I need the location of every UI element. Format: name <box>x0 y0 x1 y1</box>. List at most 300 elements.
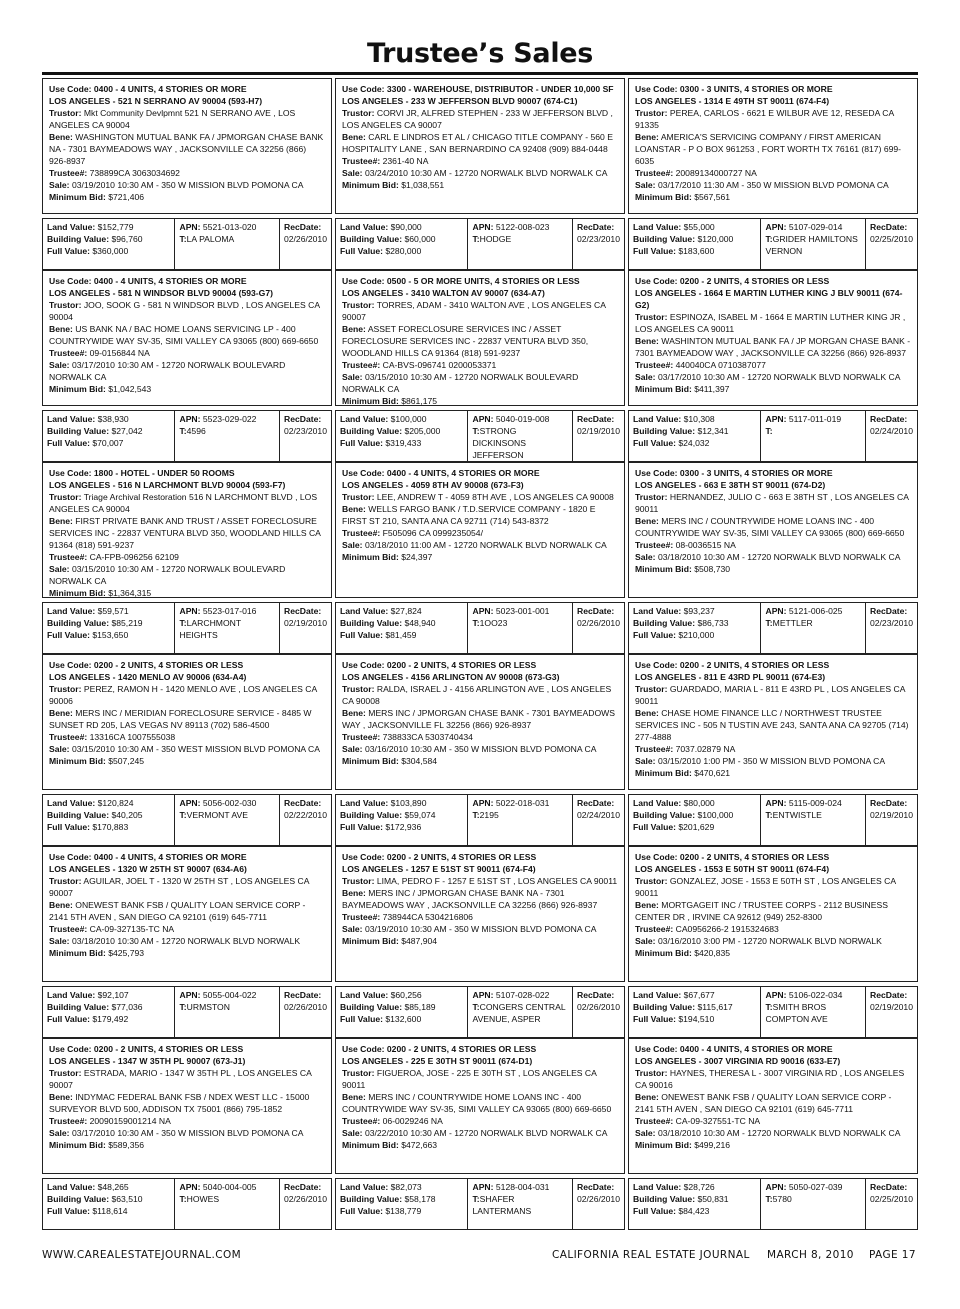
building-value-label: Building Value: <box>340 810 403 820</box>
use-code: Use Code: 0400 - 4 UNITS, 4 STORIES OR MORE <box>49 276 247 286</box>
use-code: Use Code: 0500 - 5 OR MORE UNITS, 4 STORIES OR LESS <box>342 276 580 286</box>
property-address: LOS ANGELES - 1314 E 49TH ST 90011 (674-F4) <box>635 96 830 106</box>
trustor-value: GUARDADO, MARIA L - 811 E 43RD PL , LOS ANGELES CA 90011 <box>635 684 905 706</box>
valuation-box <box>335 602 625 654</box>
tract-label: T: <box>179 426 187 436</box>
tract-label: T: <box>765 1194 773 1204</box>
valuation-box <box>335 410 625 462</box>
sale-value: 03/15/2010 1:00 PM - 350 W MISSION BLVD POMONA CA <box>657 756 886 766</box>
sale-line <box>635 371 911 383</box>
apn-label: APN: <box>765 606 787 616</box>
property-address: LOS ANGELES - 3410 WALTON AV 90007 (634-A7) <box>342 288 545 298</box>
full-value: $153,650 <box>92 630 129 640</box>
building-value-label: Building Value: <box>633 426 696 436</box>
trustee-line <box>49 923 325 935</box>
bene-value: CHASE HOME FINANCE LLC / NORTHWEST TRUSTEE SERVICES INC - 505 N TUSTIN AVE 243, SANTA ANA CA 92705 (714) 277-4888 <box>635 708 909 742</box>
land-value-line <box>340 413 463 425</box>
land-value: $103,890 <box>390 798 427 808</box>
valuation-box <box>335 1178 625 1230</box>
recdate-label: RecDate: <box>576 1182 615 1192</box>
sale-label: Sale: <box>49 564 70 574</box>
bene-label: Bene: <box>635 516 659 526</box>
recdate-value: 02/25/2010 <box>869 1194 913 1204</box>
trustor-label: Trustor: <box>49 108 82 118</box>
full-value-label: Full Value: <box>340 438 383 448</box>
trustor-value: AGUILAR, JOEL T - 1320 W 25TH ST , LOS ANGELES CA 90007 <box>49 876 309 898</box>
building-value: $85,219 <box>111 618 143 628</box>
trustor-value: RALDA, ISRAEL J - 4156 ARLINGTON AVE , LOS ANGELES CA 90008 <box>342 684 612 706</box>
trustee-label: Trustee#: <box>342 156 381 166</box>
bene-line <box>635 1091 911 1115</box>
trustee-value: CA0956266-2 1915324683 <box>675 924 779 934</box>
minbid-value: $567,561 <box>694 192 731 202</box>
recdate-value: 02/23/2010 <box>576 234 620 244</box>
sale-label: Sale: <box>49 744 70 754</box>
apn-value: 5022-018-031 <box>495 798 550 808</box>
full-value-label: Full Value: <box>47 630 90 640</box>
land-value: $67,677 <box>683 990 715 1000</box>
land-value-label: Land Value: <box>633 414 682 424</box>
tract-line <box>472 617 568 629</box>
apn-label: APN: <box>472 414 494 424</box>
apn-value: 5040-004-005 <box>202 1182 257 1192</box>
trustee-value: 13316CA 1007555038 <box>89 732 176 742</box>
minbid-line <box>49 1139 325 1151</box>
minbid-label: Minimum Bid: <box>635 948 692 958</box>
land-value-line <box>633 413 756 425</box>
bene-label: Bene: <box>342 708 366 718</box>
land-value-label: Land Value: <box>47 222 96 232</box>
minbid-label: Minimum Bid: <box>342 756 399 766</box>
sale-line <box>49 935 325 947</box>
trustee-label: Trustee#: <box>49 924 88 934</box>
land-value: $152,779 <box>97 222 134 232</box>
valuation-box <box>335 794 625 846</box>
bene-value: WASHINGTON MUTUAL BANK FA / JPMORGAN CHASE BANK NA - 7301 BAYMEADOWS WAY , JACKSONVILLE CA 32256 (866) 926-8937 <box>49 132 324 166</box>
listing-card <box>628 1038 918 1174</box>
valuation-box <box>628 410 918 462</box>
minbid-value: $508,730 <box>694 564 731 574</box>
land-value-line <box>47 605 170 617</box>
listing-card <box>335 654 625 790</box>
trustor-label: Trustor: <box>49 684 82 694</box>
building-value-label: Building Value: <box>633 1194 696 1204</box>
sale-label: Sale: <box>635 552 656 562</box>
apn-label: APN: <box>179 414 201 424</box>
recdate-column <box>866 795 917 845</box>
minbid-value: $1,042,543 <box>108 384 152 394</box>
sale-label: Sale: <box>342 1128 363 1138</box>
listing-card <box>335 1038 625 1174</box>
trustor-line <box>49 299 325 323</box>
sale-line <box>635 755 911 767</box>
tract-label: T: <box>765 426 773 436</box>
trustor-value: Triage Archival Restoration 516 N LARCHMONT BLVD , LOS ANGELES CA 90004 <box>49 492 318 514</box>
recdate-label: RecDate: <box>283 990 322 1000</box>
trustor-value: ESTRADA, MARIO - 1347 W 35TH PL , LOS ANGELES CA 90007 <box>49 1068 312 1090</box>
minbid-value: $304,584 <box>401 756 438 766</box>
apn-label: APN: <box>472 222 494 232</box>
apn-value: 5122-008-023 <box>495 222 550 232</box>
tract-label: T: <box>765 1002 773 1012</box>
trustee-label: Trustee#: <box>635 1116 674 1126</box>
apn-value: 5040-019-008 <box>495 414 550 424</box>
bene-line <box>342 1091 618 1115</box>
full-value: $319,433 <box>385 438 422 448</box>
footer-site: WWW.CAREALESTATEJOURNAL.COM <box>42 1249 242 1261</box>
valuation-box <box>42 410 332 462</box>
minbid-value: $420,835 <box>694 948 731 958</box>
trustor-label: Trustor: <box>635 876 668 886</box>
full-value-label: Full Value: <box>340 246 383 256</box>
tract-value: SHAFER LANTERMANS <box>472 1194 532 1216</box>
full-value: $81,459 <box>385 630 417 640</box>
bene-line <box>49 131 325 167</box>
trustee-value: 20089134000727 NA <box>675 168 757 178</box>
sale-line <box>342 1127 618 1139</box>
minbid-label: Minimum Bid: <box>635 1140 692 1150</box>
sale-value: 03/22/2010 10:30 AM - 12720 NORWALK BLVD NORWALK CA <box>364 1128 608 1138</box>
bene-value: INDYMAC FEDERAL BANK FSB / NDEX WEST LLC - 15000 SURVEYOR BLVD 500, ADDISON TX 75001 (866) 795-1852 <box>49 1092 310 1114</box>
bene-line <box>49 707 325 731</box>
trustee-label: Trustee#: <box>342 912 381 922</box>
building-value: $120,000 <box>697 234 734 244</box>
full-value-label: Full Value: <box>47 822 90 832</box>
recdate-column <box>280 987 331 1037</box>
apn-column <box>761 795 866 845</box>
apn-value: 5128-004-031 <box>495 1182 550 1192</box>
building-value-line <box>633 809 756 821</box>
bene-line <box>635 515 911 539</box>
trustee-value: 7037.02879 NA <box>675 744 736 754</box>
trustor-value: FIGUEROA, JOSE - 225 E 30TH ST , LOS ANGELES CA 90011 <box>342 1068 597 1090</box>
building-value-label: Building Value: <box>340 234 403 244</box>
recdate-value: 02/26/2010 <box>283 1002 327 1012</box>
apn-column <box>468 795 573 845</box>
land-value-line <box>340 605 463 617</box>
sale-label: Sale: <box>49 1128 70 1138</box>
bene-label: Bene: <box>635 900 659 910</box>
trustee-value: CA-FPB-096256 62109 <box>89 552 179 562</box>
full-value: $24,032 <box>678 438 710 448</box>
bene-line <box>635 335 911 359</box>
apn-line <box>179 221 275 233</box>
value-column <box>336 795 468 845</box>
building-value: $63,510 <box>111 1194 143 1204</box>
bene-line <box>342 131 618 155</box>
recdate-label: RecDate: <box>283 606 322 616</box>
apn-line <box>472 989 568 1001</box>
bene-line <box>342 323 618 359</box>
value-column <box>629 987 761 1037</box>
tract-label: T: <box>472 426 480 436</box>
building-value: $205,000 <box>404 426 441 436</box>
recdate-label: RecDate: <box>869 1182 908 1192</box>
value-column <box>336 411 468 461</box>
sale-value: 03/16/2010 10:30 AM - 350 W MISSION BLVD POMONA CA <box>364 744 597 754</box>
tract-value: URMSTON <box>186 1002 230 1012</box>
trustee-value: 2361-40 NA <box>382 156 429 166</box>
apn-column <box>468 219 573 269</box>
apn-label: APN: <box>179 990 201 1000</box>
full-value-line <box>633 1013 756 1025</box>
trustee-value: CA-09-327551-TC NA <box>675 1116 761 1126</box>
full-value: $360,000 <box>92 246 129 256</box>
use-code: Use Code: 1800 - HOTEL - UNDER 50 ROOMS <box>49 468 235 478</box>
trustee-label: Trustee#: <box>342 528 381 538</box>
building-value: $115,617 <box>697 1002 733 1012</box>
apn-column <box>761 1179 866 1229</box>
apn-label: APN: <box>472 1182 494 1192</box>
minbid-label: Minimum Bid: <box>49 588 106 598</box>
value-column <box>629 1179 761 1229</box>
tract-value: HODGE <box>479 234 512 244</box>
minbid-label: Minimum Bid: <box>49 384 106 394</box>
tract-value: 5780 <box>772 1194 792 1204</box>
building-value-label: Building Value: <box>47 426 110 436</box>
full-value-line <box>47 821 170 833</box>
recdate-label: RecDate: <box>576 414 615 424</box>
apn-value: 5523-029-022 <box>202 414 257 424</box>
land-value-label: Land Value: <box>340 414 389 424</box>
building-value-label: Building Value: <box>340 1194 403 1204</box>
listing-card <box>628 654 918 790</box>
full-value-line <box>340 821 463 833</box>
building-value-line <box>47 617 170 629</box>
full-value-label: Full Value: <box>340 1206 383 1216</box>
recdate-value: 02/26/2010 <box>576 1002 620 1012</box>
tract-line <box>179 233 275 245</box>
value-column <box>336 603 468 653</box>
recdate-column <box>280 1179 331 1229</box>
apn-column <box>175 411 280 461</box>
value-column <box>629 219 761 269</box>
apn-column <box>761 219 866 269</box>
recdate-value: 02/26/2010 <box>283 234 327 244</box>
trustor-line <box>49 107 325 131</box>
full-value: $280,000 <box>385 246 422 256</box>
sale-line <box>635 551 911 563</box>
apn-column <box>761 603 866 653</box>
building-value-line <box>47 233 170 245</box>
property-address: LOS ANGELES - 811 E 43RD PL 90011 (674-E3) <box>635 672 826 682</box>
land-value-line <box>633 221 756 233</box>
trustee-label: Trustee#: <box>342 360 381 370</box>
bene-value: US BANK NA / BAC HOME LOANS SERVICING LP - 400 COUNTRYWIDE WAY SV-35, SIMI VALLEY CA 93065 (800) 669-6650 <box>49 324 319 346</box>
sale-line <box>49 359 325 383</box>
tract-value: 1OO23 <box>479 618 508 628</box>
recdate-value: 02/26/2010 <box>576 618 620 628</box>
trustor-value: LIMA, PEDRO F - 1257 E 51ST ST , LOS ANGELES CA 90011 <box>376 876 618 886</box>
full-value-line <box>47 1013 170 1025</box>
apn-value: 5107-028-022 <box>495 990 550 1000</box>
minbid-line <box>635 1139 911 1151</box>
building-value-line <box>340 1001 463 1013</box>
recdate-column <box>280 603 331 653</box>
full-value: $183,600 <box>678 246 715 256</box>
sale-line <box>635 935 911 947</box>
land-value-label: Land Value: <box>633 222 682 232</box>
land-value: $82,073 <box>390 1182 422 1192</box>
sale-label: Sale: <box>635 936 656 946</box>
apn-value: 5523-017-016 <box>202 606 257 616</box>
use-code: Use Code: 0400 - 4 UNITS, 4 STORIES OR MORE <box>635 1044 833 1054</box>
apn-label: APN: <box>765 222 787 232</box>
tract-value: SMITH BROS COMPTON AVE <box>765 1002 828 1024</box>
building-value: $77,036 <box>111 1002 143 1012</box>
building-value-line <box>340 1193 463 1205</box>
trustor-line <box>342 683 618 707</box>
apn-label: APN: <box>765 990 787 1000</box>
trustor-value: HAYNES, THERESA L - 3007 VIRGINIA RD , LOS ANGELES CA 90016 <box>635 1068 905 1090</box>
trustor-line <box>635 1067 911 1091</box>
sale-label: Sale: <box>49 180 70 190</box>
full-value: $172,936 <box>385 822 422 832</box>
property-address: LOS ANGELES - 1553 E 50TH ST 90011 (674-F4) <box>635 864 830 874</box>
trustee-line <box>342 527 618 539</box>
valuation-box <box>628 794 918 846</box>
apn-column <box>468 1179 573 1229</box>
trustor-value: PEREZ, RAMON H - 1420 MENLO AVE , LOS ANGELES CA 90006 <box>49 684 317 706</box>
property-address: LOS ANGELES - 1420 MENLO AV 90006 (634-A4) <box>49 672 247 682</box>
property-address: LOS ANGELES - 1347 W 35TH PL 90007 (673-J1) <box>49 1056 246 1066</box>
full-value-line <box>633 1205 756 1217</box>
valuation-box <box>628 1178 918 1230</box>
land-value: $80,000 <box>683 798 715 808</box>
sale-line <box>49 1127 325 1139</box>
building-value-label: Building Value: <box>47 618 110 628</box>
apn-line <box>765 605 861 617</box>
bene-label: Bene: <box>342 1092 366 1102</box>
land-value: $60,256 <box>390 990 422 1000</box>
tract-line <box>472 425 568 461</box>
land-value-label: Land Value: <box>340 606 389 616</box>
bene-value: ASSET FORECLOSURE SERVICES INC / ASSET FORECLOSURE SERVICES INC - 22837 VENTURA BLVD 350, WOODLAND HILLS CA 91364 (818) 591-9237 <box>342 324 589 358</box>
building-value-line <box>340 617 463 629</box>
land-value-label: Land Value: <box>47 990 96 1000</box>
bene-value: AMERICA'S SERVICING COMPANY / FIRST AMERICAN LOANSTAR - P O BOX 961253 , FORT WORTH TX 76161 (817) 699-6035 <box>635 132 902 166</box>
trustee-value: 20090159001214 NA <box>89 1116 171 1126</box>
tract-value: LA PALOMA <box>186 234 235 244</box>
apn-label: APN: <box>472 606 494 616</box>
land-value-line <box>47 221 170 233</box>
land-value: $90,000 <box>390 222 422 232</box>
property-address: LOS ANGELES - 233 W JEFFERSON BLVD 90007 (674-C1) <box>342 96 578 106</box>
recdate-column <box>573 1179 624 1229</box>
use-code: Use Code: 0400 - 4 UNITS, 4 STORIES OR MORE <box>342 468 540 478</box>
use-code: Use Code: 0200 - 2 UNITS, 4 STORIES OR LESS <box>635 276 830 286</box>
tract-value: CONGERS CENTRAL AVENUE, ASPER <box>472 1002 566 1024</box>
apn-value: 5121-006-025 <box>788 606 843 616</box>
trustee-line <box>49 347 325 359</box>
minbid-line <box>49 755 325 767</box>
property-address: LOS ANGELES - 1664 E MARTIN LUTHER KING J BLV 90011 (674-G2) <box>635 288 903 310</box>
bene-value: ONEWEST BANK FSB / QUALITY LOAN SERVICE CORP - 2141 5TH AVEN , SAN DIEGO CA 92101 (619) 645-7711 <box>635 1092 892 1114</box>
trustor-line <box>342 491 618 503</box>
apn-label: APN: <box>765 798 787 808</box>
sale-value: 03/19/2010 10:30 AM - 350 W MISSION BLVD POMONA CA <box>71 180 304 190</box>
apn-line <box>179 605 275 617</box>
full-value-label: Full Value: <box>633 1206 676 1216</box>
minbid-line <box>49 947 325 959</box>
recdate-value: 02/26/2010 <box>283 1194 327 1204</box>
recdate-value: 02/26/2010 <box>576 1194 620 1204</box>
building-value-line <box>340 809 463 821</box>
land-value: $48,265 <box>97 1182 129 1192</box>
bene-label: Bene: <box>49 900 73 910</box>
minbid-line <box>49 587 325 598</box>
bene-value: WASHINTON MUTUAL BANK FA / JP MORGAN CHASE BANK - 7301 BAYMEADOW WAY , JACKSONVILLE CA 32256 (866) 926-8937 <box>635 336 911 358</box>
trustee-value: 440040CA 0710387077 <box>675 360 766 370</box>
bene-label: Bene: <box>49 708 73 718</box>
bene-line <box>635 131 911 167</box>
minbid-value: $470,621 <box>694 768 731 778</box>
trustor-line <box>342 107 618 131</box>
trustor-line <box>342 1067 618 1091</box>
land-value-line <box>340 989 463 1001</box>
building-value-label: Building Value: <box>47 1002 110 1012</box>
trustor-line <box>342 875 618 887</box>
trustee-value: F505096 CA 0999235054/ <box>382 528 483 538</box>
sale-line <box>342 923 618 935</box>
minbid-line <box>49 383 325 395</box>
use-code: Use Code: 0200 - 2 UNITS, 4 STORIES OR LESS <box>635 660 830 670</box>
minbid-value: $425,793 <box>108 948 145 958</box>
bene-value: FIRST PRIVATE BANK AND TRUST / ASSET FORECLOSURE SERVICES INC - 22837 VENTURA BLVD 350, WOODLAND HILLS CA 91364 (818) 591-9237 <box>49 516 321 550</box>
recdate-value: 02/19/2010 <box>576 426 620 436</box>
bene-label: Bene: <box>49 516 73 526</box>
trustor-line <box>49 875 325 899</box>
trustor-line <box>635 491 911 515</box>
recdate-column <box>280 219 331 269</box>
land-value: $10,308 <box>683 414 715 424</box>
building-value-label: Building Value: <box>633 810 696 820</box>
tract-label: T: <box>179 618 187 628</box>
sale-value: 03/16/2010 3:00 PM - 12720 NORWALK BLVD NORWALK <box>657 936 882 946</box>
full-value-label: Full Value: <box>633 1014 676 1024</box>
bene-value: ONEWEST BANK FSB / QUALITY LOAN SERVICE CORP - 2141 5TH AVEN , SAN DIEGO CA 92101 (619) 645-7711 <box>49 900 306 922</box>
land-value-label: Land Value: <box>47 414 96 424</box>
building-value: $96,760 <box>111 234 143 244</box>
bene-line <box>49 899 325 923</box>
bene-value: CARL E LINDROS ET AL / CHICAGO TITLE COMPANY - 560 E HOSPITALITY LANE , SAN BERNARDINO CA 92408 (909) 884-0448 <box>342 132 613 154</box>
tract-line <box>765 617 861 629</box>
recdate-label: RecDate: <box>576 606 615 616</box>
value-column <box>43 987 175 1037</box>
tract-value: METTLER <box>772 618 813 628</box>
tract-line <box>765 233 861 257</box>
building-value: $85,189 <box>404 1002 436 1012</box>
apn-label: APN: <box>472 798 494 808</box>
apn-line <box>765 1181 861 1193</box>
sale-value: 03/17/2010 11:30 AM - 350 W MISSION BLVD POMONA CA <box>657 180 889 190</box>
bene-value: MORTGAGEIT INC / TRUSTEE CORPS - 2112 BUSINESS CENTER DR , IRVINE CA 92612 (949) 252-8300 <box>635 900 888 922</box>
building-value-line <box>633 425 756 437</box>
recdate-value: 02/24/2010 <box>869 426 913 436</box>
property-address: LOS ANGELES - 581 N WINDSOR BLVD 90004 (593-G7) <box>49 288 273 298</box>
full-value-line <box>47 437 170 449</box>
minbid-label: Minimum Bid: <box>635 768 692 778</box>
sale-value: 03/18/2010 10:30 AM - 12720 NORWALK BLVD NORWALK CA <box>657 552 901 562</box>
building-value-line <box>340 233 463 245</box>
trustor-line <box>635 107 911 131</box>
apn-value: 5050-027-039 <box>788 1182 843 1192</box>
trustee-line <box>49 1115 325 1127</box>
footer-journal: CALIFORNIA REAL ESTATE JOURNAL <box>552 1249 750 1261</box>
bene-label: Bene: <box>635 708 659 718</box>
recdate-column <box>573 795 624 845</box>
minbid-line <box>49 191 325 203</box>
